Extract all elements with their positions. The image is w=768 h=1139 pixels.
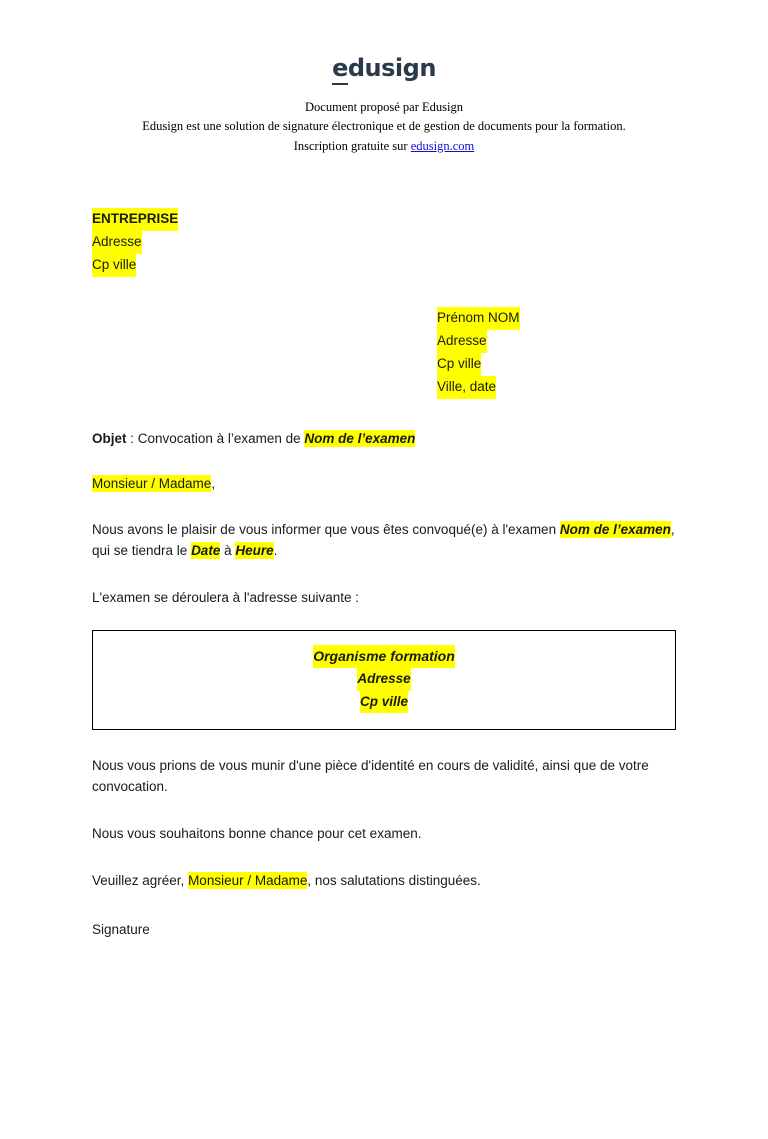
header-line-2: Edusign est une solution de signature électronique et de gestion de documents pour la formation. — [142, 119, 626, 134]
logo-text-rest: dusign — [347, 54, 436, 82]
p1-text-3: à — [220, 542, 236, 558]
recipient-address-block — [437, 307, 676, 399]
subject-separator: : — [126, 430, 138, 446]
closing-salutation: Monsieur / Madame — [188, 872, 308, 888]
recipient-city: Cp ville — [437, 353, 481, 376]
header-signup-text: Inscription gratuite sur — [293, 138, 411, 153]
greeting-comma: , — [211, 476, 216, 492]
closing-text-2: , nos salutations distinguées. — [307, 872, 481, 888]
subject-exam-name: Nom de l’examen — [304, 430, 416, 446]
subject-line — [92, 429, 676, 449]
sender-address: Adresse — [92, 231, 142, 254]
header-line-3 — [0, 137, 768, 156]
recipient-name: Prénom NOM — [437, 307, 520, 330]
edusign-logo — [0, 54, 768, 82]
sender-address-block — [92, 208, 676, 277]
address-box-address: Adresse — [357, 668, 410, 690]
address-box-city: Cp ville — [360, 691, 408, 713]
letter-content — [0, 208, 768, 939]
paragraph-address-intro: L'examen se déroulera à l'adresse suivante : — [92, 589, 360, 605]
logo-letter-e: e — [332, 54, 348, 85]
address-box-organism: Organisme formation — [313, 645, 455, 668]
header-note — [0, 98, 768, 156]
subject-label: Objet — [92, 430, 127, 446]
p1-exam-name: Nom de l’examen — [559, 521, 671, 537]
recipient-address: Adresse — [437, 330, 487, 353]
p1-date: Date — [191, 542, 221, 558]
sender-city: Cp ville — [92, 254, 136, 277]
paragraph-good-luck: Nous vous souhaitons bonne chance pour cet examen. — [92, 825, 422, 841]
closing-text-1: Veuillez agréer, — [92, 872, 189, 888]
p1-heure: Heure — [235, 542, 274, 558]
recipient-place-date: Ville, date — [437, 376, 496, 399]
greeting-line — [92, 474, 676, 494]
greeting-salutation: Monsieur / Madame — [92, 476, 212, 492]
paragraph-convocation — [92, 520, 676, 562]
paragraph-id-requirement: Nous vous prions de vous munir d'une pièce d'identité en cours de validité, ainsi que de votre convocation. — [92, 757, 649, 794]
exam-address-box — [92, 630, 676, 730]
subject-text: Convocation à l’examen de — [137, 430, 305, 446]
p1-text-1: Nous avons le plaisir de vous informer que vous êtes convoqué(e) à l'examen — [92, 521, 560, 537]
sender-company: ENTREPRISE — [92, 208, 178, 231]
edusign-website-link[interactable]: edusign.com — [410, 138, 475, 153]
header-line-1: Document proposé par Edusign — [305, 100, 463, 114]
p1-text-end: . — [273, 542, 278, 558]
document-page — [0, 54, 768, 1139]
signature-label: Signature — [92, 921, 150, 937]
p1-text-2: , qui se tiendra le — [92, 521, 675, 558]
paragraph-closing — [92, 871, 676, 892]
